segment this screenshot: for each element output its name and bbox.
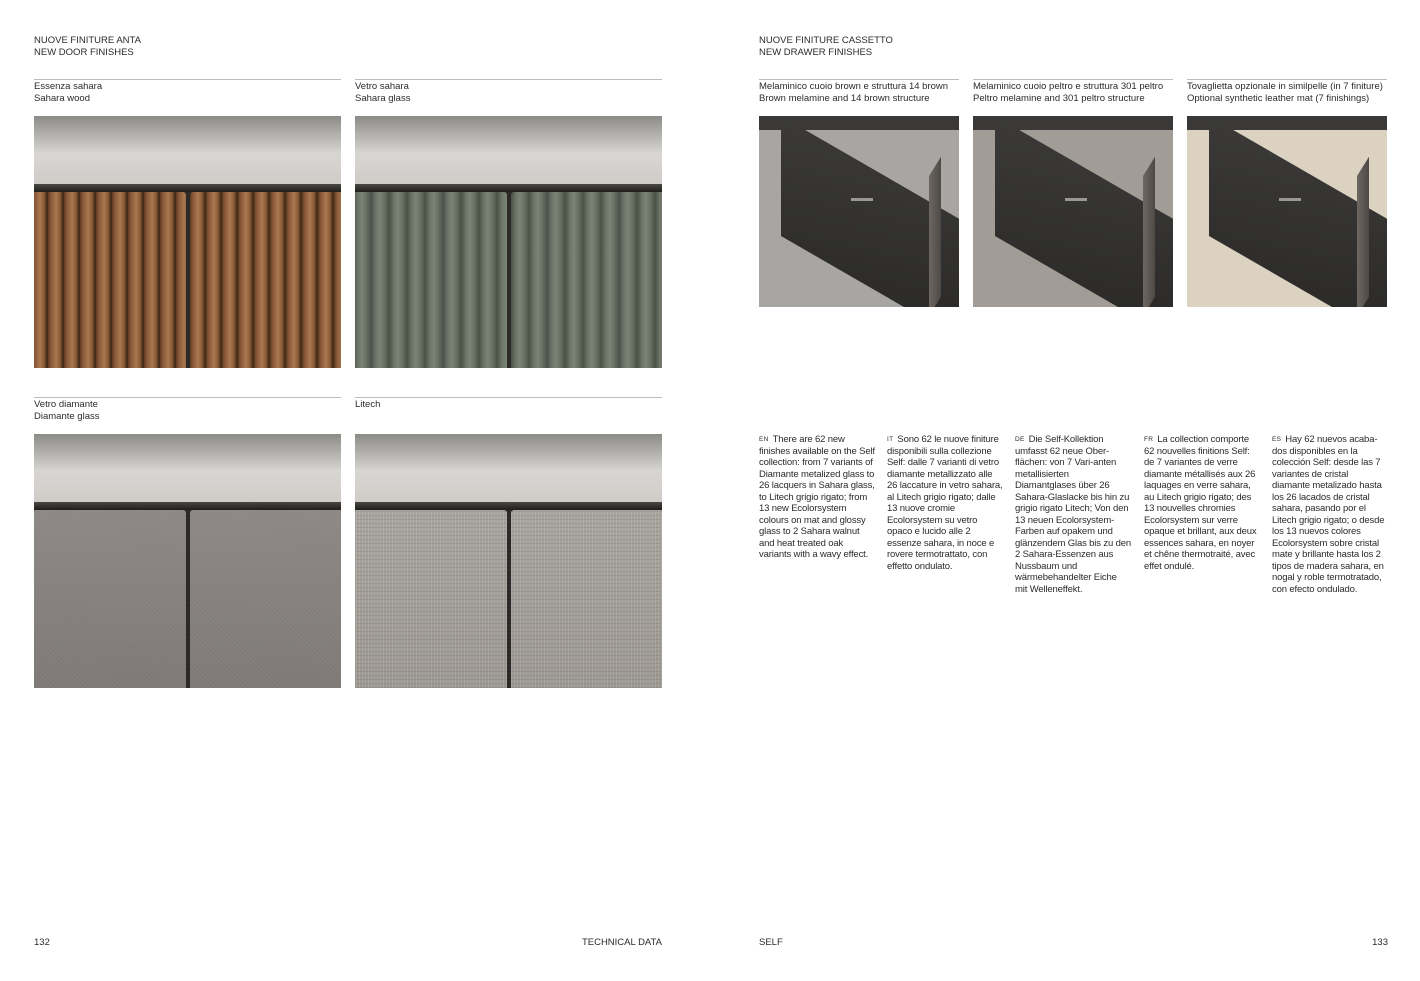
text-column-fr	[1144, 434, 1260, 572]
finish-name-it: Vetro sahara	[355, 81, 409, 92]
right-heading-it: NUOVE FINITURE CASSETTO	[759, 35, 893, 46]
left-heading-en: NEW DOOR FINISHES	[34, 46, 134, 58]
text-body: Die Self-Kollektion umfasst 62 neue Ober-flächen: von 7 Vari-anten metallisierten Diamantglases über 26 Sahara-Glaslacke bis hin zu grigio rigato Litech; Von den 13 neuen Ecolorsystem-Farben auf opakem und glänzendem Glas bis zu den 2 Sahara-Essenzen aus Nussbaum und wärmebehandelter Eiche mit Welleneffekt.	[1015, 434, 1131, 595]
drawer-label-peltro	[973, 80, 1183, 104]
finish-label-essenza-sahara	[34, 80, 341, 104]
diamante-glass-image	[34, 434, 341, 688]
finish-name-it: Tovaglietta opzionale in similpelle (in 7 finiture)	[1187, 81, 1383, 92]
lang-tag: FR	[1144, 436, 1154, 443]
left-section-title: TECHNICAL DATA	[581, 937, 662, 948]
left-heading-it: NUOVE FINITURE ANTA	[34, 35, 141, 46]
finish-name-it: Essenza sahara	[34, 81, 103, 92]
right-heading	[759, 35, 893, 58]
right-heading-en: NEW DRAWER FINISHES	[759, 46, 873, 58]
peltro-drawer-image	[973, 116, 1173, 307]
sahara-glass-image	[355, 116, 662, 368]
text-column-it	[887, 434, 1003, 572]
finish-label-vetro-diamante	[34, 398, 341, 422]
lang-tag: IT	[887, 436, 894, 443]
finish-name-en: Diamante glass	[34, 410, 100, 422]
finish-name-en: Sahara glass	[355, 92, 411, 104]
text-body: Sono 62 le nuove finiture disponibili sulla collezione Self: dalle 7 varianti di vetro diamante metallizzato alle 26 laccature in vetro sahara, al Litech grigio rigato; dalle 13 nuove cromie Ecolorsystem su vetro opaco e lucido alle 2 essenze sahara, in noce e rovere termotrattato, con effetto ondulato.	[887, 434, 1003, 572]
lang-tag: ES	[1272, 436, 1282, 443]
text-body: There are 62 new finishes available on the Self collection: from 7 variants of Diamante metalized glass to 26 lacquers in Sahara glass, to Litech grigio rigato; from 13 new Ecolorsystem colours on mat and glossy glass to 2 Sahara walnut and heat treated oak variants with a wavy effect.	[759, 434, 875, 560]
drawer-label-leather-mat	[1187, 80, 1397, 104]
left-page-number: 132	[34, 937, 50, 948]
text-column-en	[759, 434, 875, 561]
finish-name-it: Melaminico cuoio peltro e struttura 301 peltro	[973, 81, 1164, 92]
finish-name-en: Optional synthetic leather mat (7 finishings)	[1187, 92, 1370, 104]
finish-name-it: Vetro diamante	[34, 399, 98, 410]
text-body: La collection comporte 62 nouvelles finitions Self: de 7 variantes de verre diamante métallisés aux 26 laquages en verre sahara, au Litech grigio rigato; des 13 nouvelles chromies Ecolorsystem sur verre opaque et brillant, aux deux essences sahara, en noyer et chêne thermotraité, avec effet ondulé.	[1144, 434, 1257, 572]
finish-name-it: Melaminico cuoio brown e struttura 14 brown	[759, 81, 949, 92]
finish-name-en: Brown melamine and 14 brown structure	[759, 92, 930, 104]
text-column-de	[1015, 434, 1131, 595]
finish-label-litech	[355, 398, 662, 411]
drawer-label-brown	[759, 80, 969, 104]
finish-name-en: Peltro melamine and 301 peltro structure	[973, 92, 1145, 104]
finish-label-vetro-sahara	[355, 80, 662, 104]
finish-name-en: Sahara wood	[34, 92, 90, 104]
brown-drawer-image	[759, 116, 959, 307]
lang-tag: EN	[759, 436, 769, 443]
sahara-wood-image	[34, 116, 341, 368]
left-heading	[34, 35, 141, 58]
right-section-title: SELF	[759, 937, 783, 948]
litech-image	[355, 434, 662, 688]
text-column-es	[1272, 434, 1388, 595]
right-page-number: 133	[1372, 937, 1388, 948]
text-body: Hay 62 nuevos acaba-dos disponibles en la colección Self: desde las 7 variantes de cristal diamante metalizado hasta los 26 lacados de cristal sahara, pasando por el Litech grigio rigato; o desde los 13 nuevos colores Ecolorsystem sobre cristal mate y brillante hasta los 2 tipos de madera sahara, en nogal y roble termotratado, con efecto ondulado.	[1272, 434, 1385, 595]
finish-name-it: Litech	[355, 399, 381, 410]
lang-tag: DE	[1015, 436, 1025, 443]
leather-mat-drawer-image	[1187, 116, 1387, 307]
